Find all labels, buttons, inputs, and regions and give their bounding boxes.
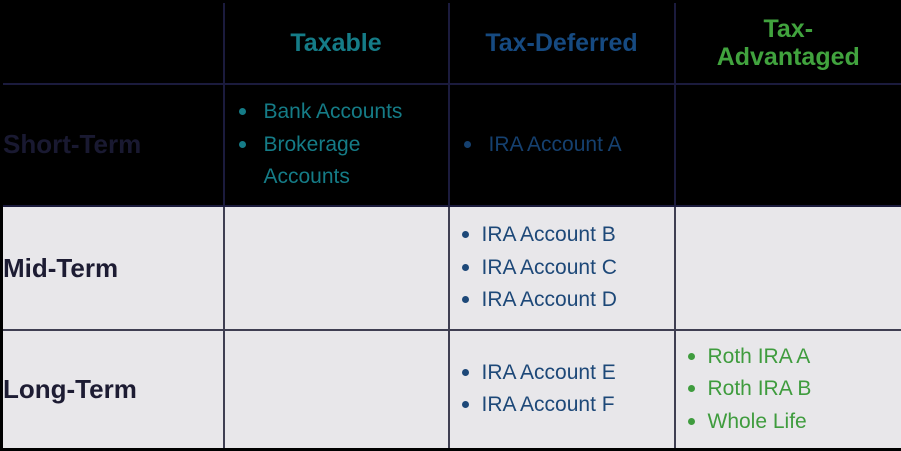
- tax-advantaged-long-term-list: [676, 341, 901, 439]
- cell-mid-term-tax-advantaged: [675, 206, 901, 330]
- tax-deferred-mid-term-list: [450, 219, 674, 317]
- row-label-long-term: [2, 330, 224, 450]
- row-label-short-term-text: Short-Term: [3, 129, 142, 160]
- bullet-icon: [462, 369, 469, 376]
- column-header-taxable-label: Taxable: [290, 28, 382, 57]
- cell-long-term-taxable: [224, 330, 449, 450]
- row-long-term: [2, 330, 901, 450]
- cell-long-term-tax-advantaged: [675, 330, 901, 450]
- row-label-short-term: [2, 84, 224, 207]
- list-item: [686, 341, 898, 374]
- corner-cell: [2, 2, 224, 84]
- list-item-text: IRA Account B: [481, 223, 616, 247]
- list-item: [460, 357, 670, 390]
- bullet-icon: [464, 141, 471, 148]
- row-label-long-term-text: Long-Term: [3, 373, 137, 404]
- list-item-text: IRA Account E: [481, 360, 616, 384]
- bullet-icon: [239, 141, 246, 148]
- list-item: [235, 96, 444, 129]
- list-item-text: IRA Account C: [481, 255, 617, 279]
- list-item-text: Bank Accounts: [263, 100, 403, 124]
- list-item-text: Roth IRA A: [707, 344, 811, 368]
- list-item: [460, 252, 670, 285]
- list-item: [460, 129, 670, 162]
- cell-short-term-tax-advantaged: [675, 84, 901, 207]
- bullet-icon: [688, 385, 695, 392]
- list-item: [460, 219, 670, 252]
- column-header-tax-advantaged-label: Tax-Advantaged: [716, 14, 860, 71]
- cell-mid-term-tax-deferred: [449, 206, 675, 330]
- bullet-icon: [688, 418, 695, 425]
- list-item: [686, 406, 898, 439]
- list-item: [460, 389, 670, 422]
- list-item: [460, 284, 670, 317]
- list-item: [235, 129, 444, 194]
- tax-deferred-short-term-list: [450, 129, 674, 162]
- bullet-icon: [462, 231, 469, 238]
- column-header-tax-deferred-label: Tax-Deferred: [485, 28, 638, 57]
- row-label-mid-term: [2, 206, 224, 330]
- list-item-text: Whole Life: [707, 409, 807, 433]
- tax-deferred-long-term-list: [450, 357, 674, 422]
- cell-long-term-tax-deferred: [449, 330, 675, 450]
- cell-short-term-taxable: [224, 84, 449, 207]
- list-item-text: Brokerage Accounts: [263, 132, 361, 189]
- list-item-text: IRA Account A: [488, 132, 622, 156]
- row-short-term: [2, 84, 901, 207]
- row-label-mid-term-text: Mid-Term: [3, 252, 119, 283]
- bullet-icon: [462, 296, 469, 303]
- list-item-text: IRA Account F: [481, 393, 615, 417]
- cell-short-term-tax-deferred: [449, 84, 675, 207]
- row-mid-term: [2, 206, 901, 330]
- bullet-icon: [688, 353, 695, 360]
- column-header-tax-advantaged: [675, 2, 901, 84]
- cell-mid-term-taxable: [224, 206, 449, 330]
- bullet-icon: [239, 108, 246, 115]
- list-item: [686, 373, 898, 406]
- column-header-taxable: [224, 2, 449, 84]
- column-header-tax-deferred: [449, 2, 675, 84]
- bullet-icon: [462, 264, 469, 271]
- header-row: [2, 2, 901, 84]
- taxable-short-term-list: [225, 96, 448, 194]
- list-item-text: Roth IRA B: [707, 377, 812, 401]
- bullet-icon: [462, 401, 469, 408]
- list-item-text: IRA Account D: [481, 288, 617, 312]
